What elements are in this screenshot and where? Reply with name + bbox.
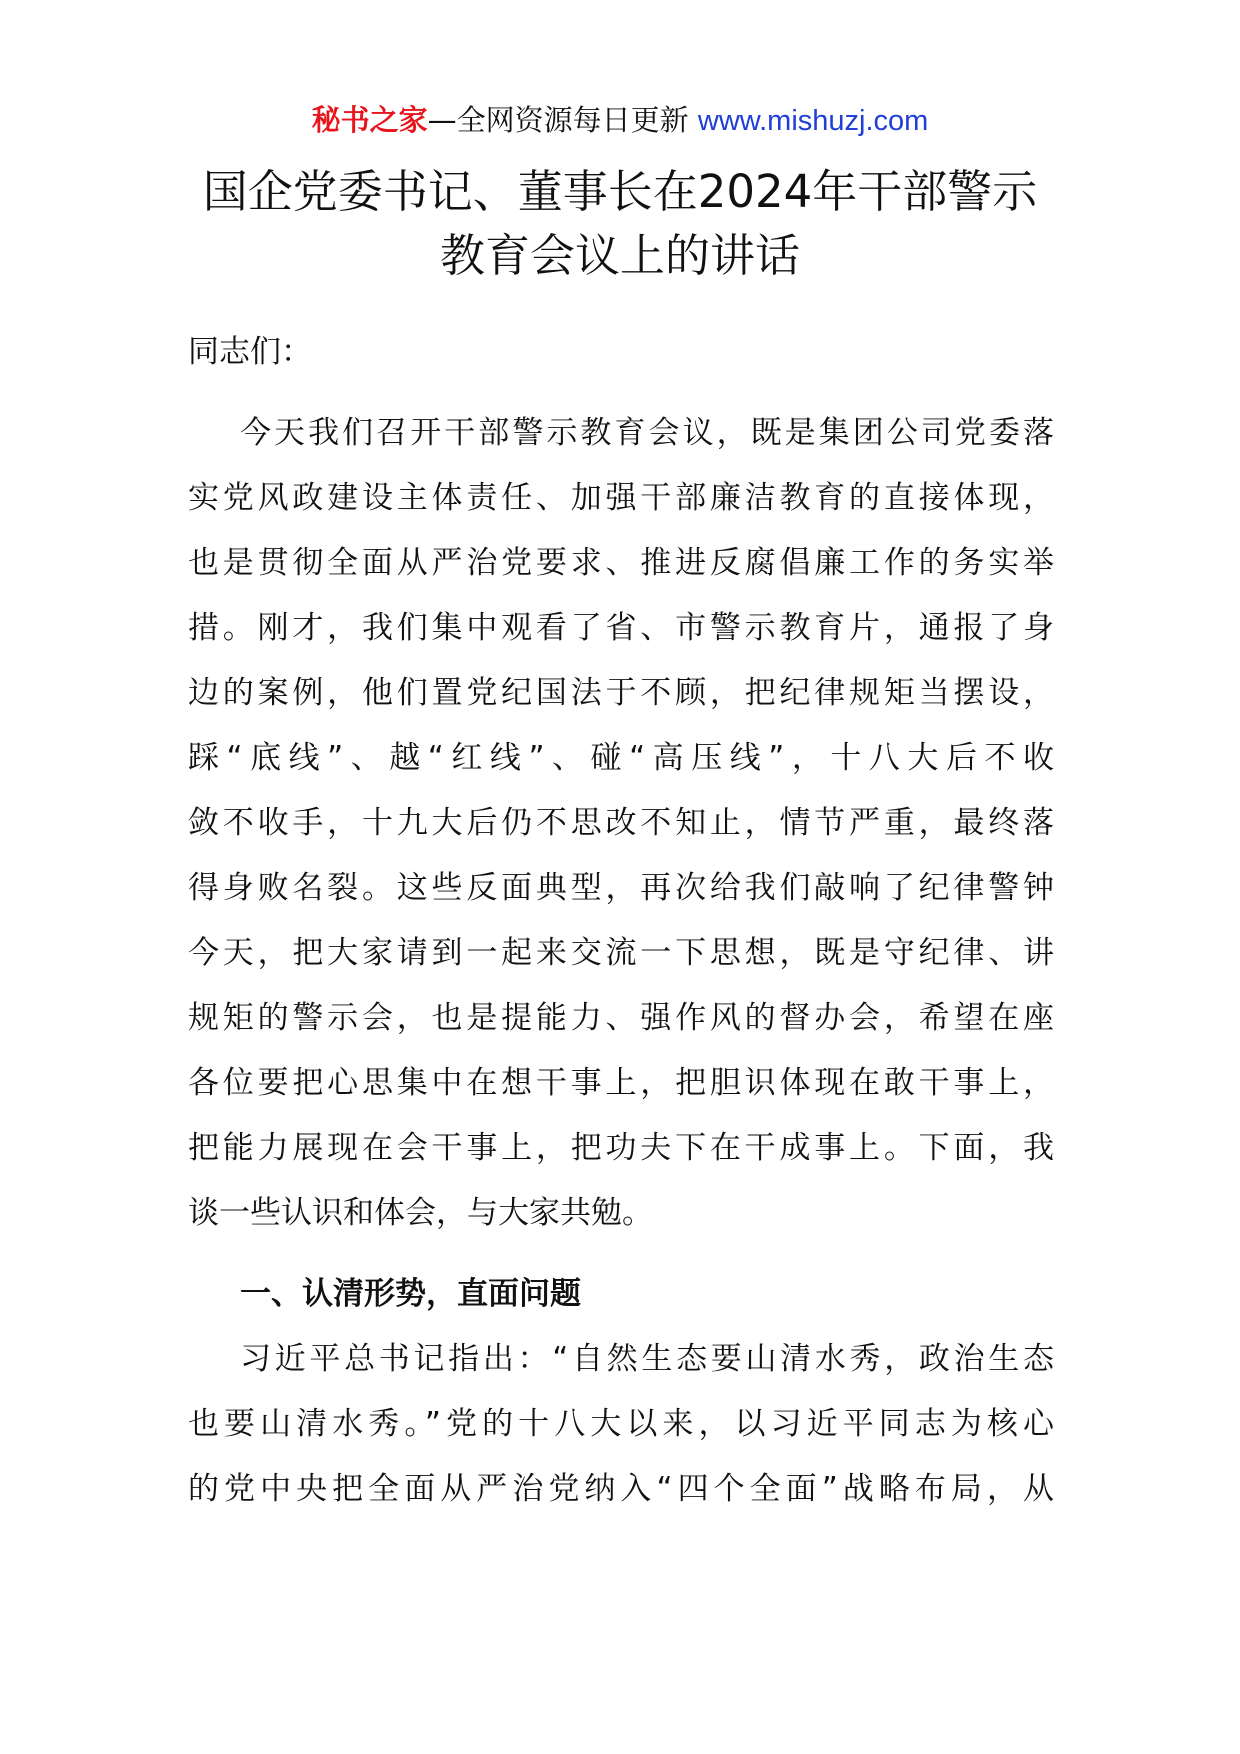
spacer — [188, 385, 1054, 401]
paragraph-2 — [188, 1327, 1054, 1522]
paragraph-line: 也是贯彻全面从严治党要求、推进反腐倡廉工作的务实举 — [188, 545, 1054, 581]
header-tagline: —全网资源每日更新 — [427, 103, 698, 137]
paragraph-line: 边的案例，他们置党纪国法于不顾，把纪律规矩当摆设， — [188, 675, 1054, 711]
title-line-2: 教育会议上的讲话 — [439, 229, 800, 282]
document-body — [188, 320, 1054, 1522]
paragraph-line: 谈一些认识和体会，与大家共勉。 — [188, 1195, 653, 1231]
paragraph-line: 敛不收手，十九大后仍不思改不知止，情节严重，最终落 — [188, 805, 1054, 841]
paragraph-line: 今天我们召开干部警示教育会议，既是集团公司党委落 — [240, 415, 1054, 451]
section-heading: 一、认清形势，直面问题 — [240, 1276, 581, 1312]
paragraph-line: 实党风政建设主体责任、加强干部廉洁教育的直接体现， — [188, 480, 1054, 516]
paragraph-line: 得身败名裂。这些反面典型，再次给我们敲响了纪律警钟 — [188, 870, 1054, 906]
title-line-1: 国企党委书记、董事长在2024年干部警示 — [202, 165, 1038, 218]
paragraph-1 — [188, 401, 1054, 1246]
paragraph-line: 措。刚才，我们集中观看了省、市警示教育片，通报了身 — [188, 610, 1054, 646]
spacer — [188, 1246, 1054, 1262]
brand-name: 秘书之家 — [311, 103, 428, 137]
site-header — [0, 100, 1240, 141]
paragraph-line: 踩“底线”、越“红线”、碰“高压线”，十八大后不收 — [188, 740, 1054, 776]
paragraph-line: 的党中央把全面从严治党纳入“四个全面”战略布局，从 — [188, 1471, 1054, 1507]
paragraph-line: 规矩的警示会，也是提能力、强作风的督办会，希望在座 — [188, 1000, 1054, 1036]
paragraph-line: 今天，把大家请到一起来交流一下思想，既是守纪律、讲 — [188, 935, 1054, 971]
document-title — [180, 160, 1060, 288]
paragraph-line: 习近平总书记指出：“自然生态要山清水秀，政治生态 — [240, 1341, 1054, 1377]
paragraph-line: 也要山清水秀。”党的十八大以来，以习近平同志为核心 — [188, 1406, 1054, 1442]
paragraph-line: 各位要把心思集中在想干事上，把胆识体现在敢干事上， — [188, 1065, 1054, 1101]
salutation: 同志们： — [188, 334, 312, 370]
site-url-link[interactable]: www.mishuzj.com — [697, 105, 929, 137]
paragraph-line: 把能力展现在会干事上，把功夫下在干成事上。下面，我 — [188, 1130, 1054, 1166]
